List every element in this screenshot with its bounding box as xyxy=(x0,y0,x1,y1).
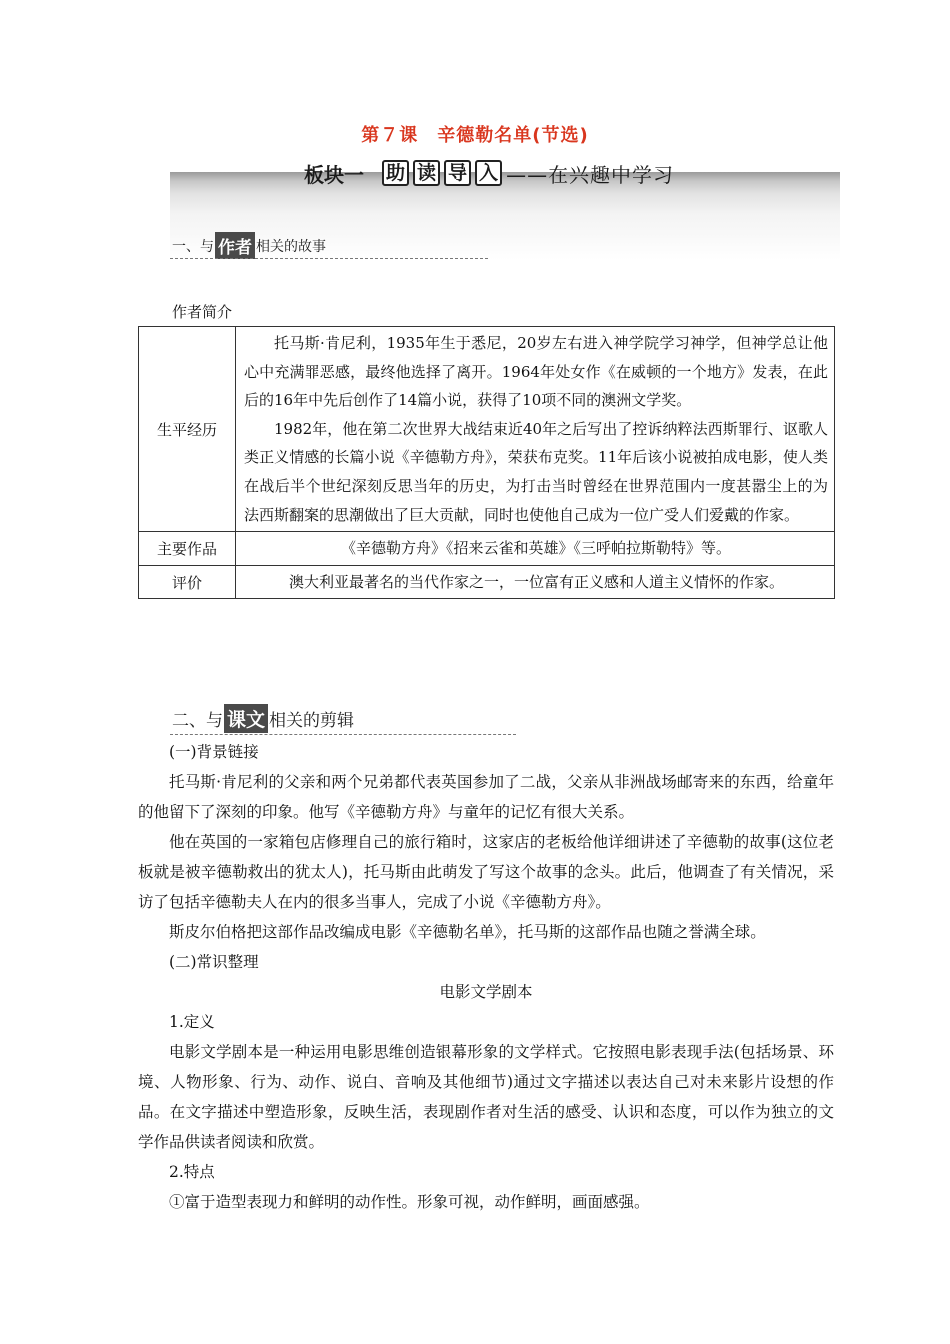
table-row xyxy=(139,327,835,532)
row-content xyxy=(236,327,835,532)
subheading-background: (一)背景链接 xyxy=(169,743,259,761)
row-content: 《辛德勒方舟》《招来云雀和英雄》《三呼帕拉斯勒特》等。 xyxy=(236,532,835,566)
evaluation-text: 澳大利亚最著名的当代作家之一，一位富有正义感和人道主义情怀的作家。 xyxy=(289,572,785,591)
body-paragraph: 托马斯·肯尼利的父亲和两个兄弟都代表英国参加了二战，父亲从非洲战场邮寄来的东西，给童年的他留下了深刻的印象。他写《辛德勒方舟》与童年的记忆有很大关系。 xyxy=(138,773,834,821)
section-heading-text xyxy=(172,704,354,733)
row-content xyxy=(236,565,835,599)
table-row xyxy=(139,565,835,599)
body-text xyxy=(138,737,834,1217)
author-table xyxy=(138,326,835,599)
section-highlight: 作者 xyxy=(215,232,255,259)
body-paragraph: 斯皮尔伯格把这部作品改编成电影《辛德勒名单》，托马斯的这部作品也随之誉满全球。 xyxy=(169,923,766,941)
module-box-char: 读 xyxy=(413,160,440,186)
section-prefix: 一、与 xyxy=(172,238,214,255)
module-box-char: 入 xyxy=(475,160,502,186)
module-box-char: 助 xyxy=(382,160,409,186)
row-header: 评价 xyxy=(139,565,236,599)
row-header: 生平经历 xyxy=(139,327,236,532)
module-subtitle: ——在兴趣中学习 xyxy=(506,162,675,187)
body-paragraph: ①富于造型表现力和鲜明的动作性。形象可视，动作鲜明，画面感强。 xyxy=(169,1193,650,1211)
biography-paragraph: 1982年，他在第二次世界大战结束近40年之后写出了控诉纳粹法西斯罪行、讴歌人类正义情感的长篇小说《辛德勒方舟》，荣获布克奖。11年后该小说被拍成电影，使人类在战后半个世纪深刻反思当年的历史，为打击当时曾经在世界范围内一度甚嚣尘上的为法西斯翻案的思潮做出了巨大贡献，同时也使他自己成为一位广受人们爱戴的作家。 xyxy=(244,419,828,524)
section-prefix: 二、与 xyxy=(172,711,223,731)
module-prefix: 板块一 xyxy=(304,162,364,187)
center-title: 电影文学剧本 xyxy=(439,983,533,1001)
module-banner xyxy=(170,172,840,290)
section-suffix: 相关的故事 xyxy=(256,238,326,255)
section-highlight: 课文 xyxy=(224,704,268,733)
table-row xyxy=(139,532,835,566)
row-header: 主要作品 xyxy=(139,532,236,566)
dashed-divider xyxy=(170,734,516,735)
heading-definition: 1.定义 xyxy=(169,1013,215,1031)
subheading-knowledge: (二)常识整理 xyxy=(169,953,259,971)
author-intro-label: 作者简介 xyxy=(172,303,233,321)
module-box-char: 导 xyxy=(444,160,471,186)
body-paragraph: 他在英国的一家箱包店修理自己的旅行箱时，这家店的老板给他详细讲述了辛德勒的故事(这位老板就是被辛德勒救出的犹太人)，托马斯由此萌发了写这个故事的念头。此后，他调查了有关情况，采访了包括辛德勒夫人在内的很多当事人，完成了小说《辛德勒方舟》。 xyxy=(138,833,834,911)
section-heading-author xyxy=(172,232,326,259)
biography-paragraph: 托马斯·肯尼利，1935年生于悉尼，20岁左右进入神学院学习神学，但神学总让他心中充满罪恶感，最终他选择了离开。1964年处女作《在威顿的一个地方》发表，在此后的16年中先后创作了14篇小说，获得了10项不同的澳洲文学奖。 xyxy=(244,334,828,410)
dashed-divider xyxy=(170,258,488,259)
lesson-title: 第７课 辛德勒名单(节选) xyxy=(361,125,589,146)
heading-features: 2.特点 xyxy=(169,1163,215,1181)
section-suffix: 相关的剪辑 xyxy=(269,711,355,731)
body-paragraph: 电影文学剧本是一种运用电影思维创造银幕形象的文学样式。它按照电影表现手法(包括场景、环境、人物形象、行为、动作、说白、音响及其他细节)通过文字描述以表达自己对未来影片设想的作品。在文字描述中塑造形象，反映生活，表现剧作者对生活的感受、认识和态度，可以作为独立的文学作品供读者阅读和欣赏。 xyxy=(138,1043,834,1151)
module-heading xyxy=(304,158,674,188)
